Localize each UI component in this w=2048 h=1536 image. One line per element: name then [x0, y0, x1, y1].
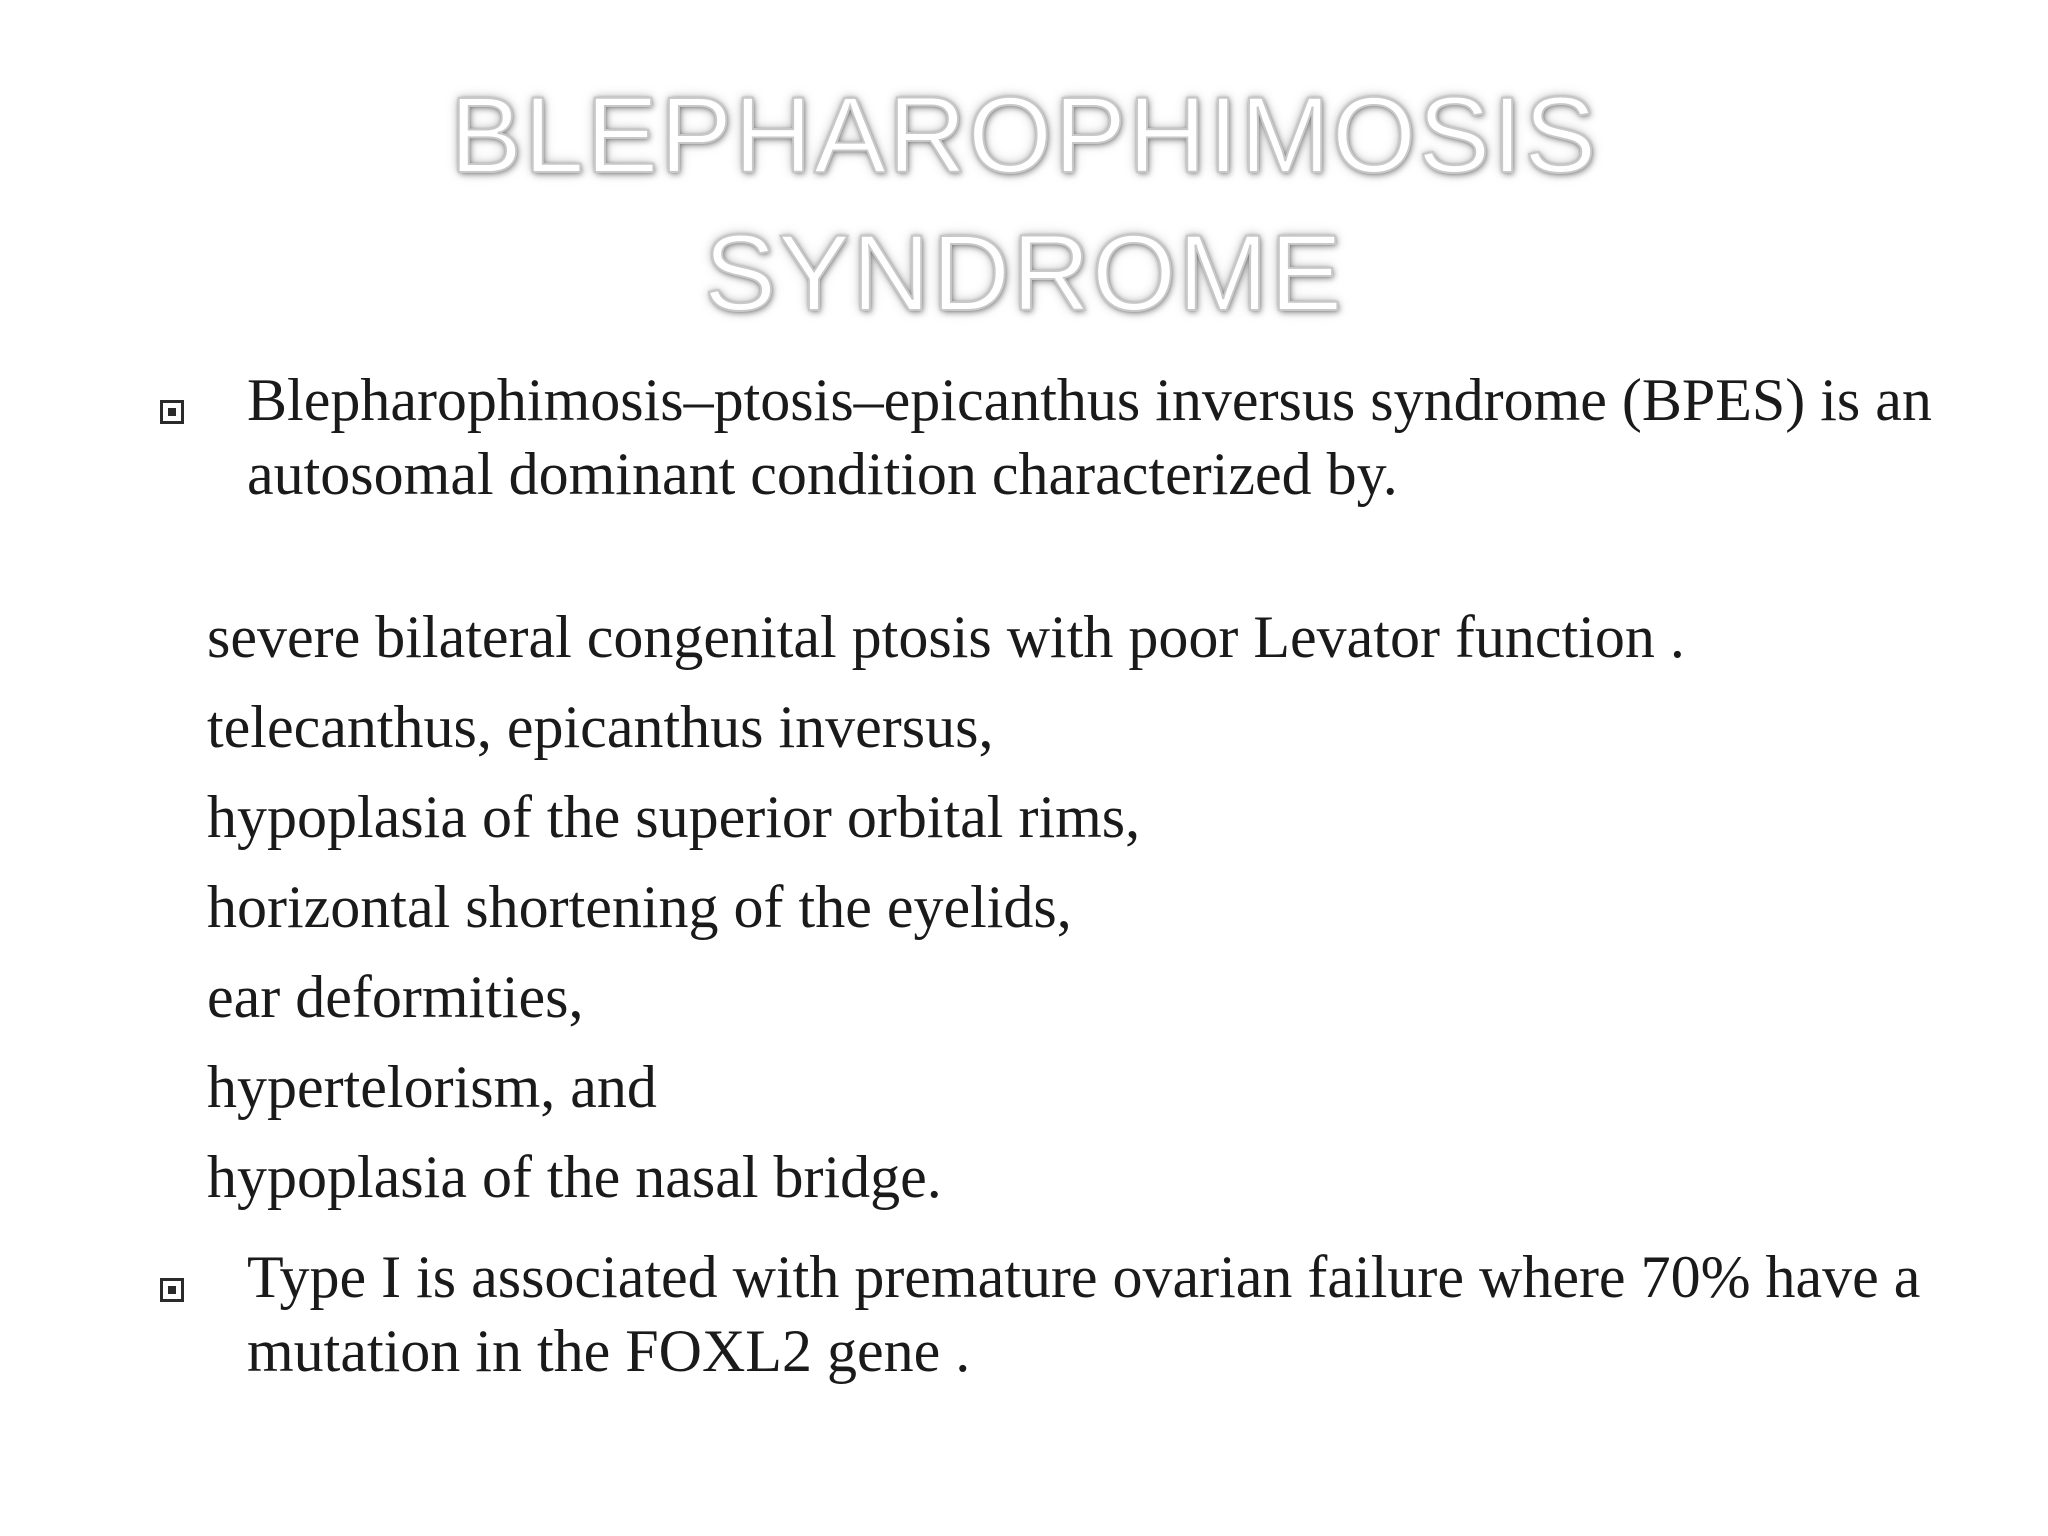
feature-line: hypoplasia of the superior orbital rims,: [207, 784, 1141, 850]
feature-line: hypoplasia of the nasal bridge.: [207, 1144, 942, 1210]
bullet-text: Type I is associated with premature ovarian failure where 70% have a mutation in the FOXL2 gene .: [247, 1244, 1921, 1384]
bullet-item-bpes: [247, 363, 1947, 511]
feature-line: telecanthus, epicanthus inversus,: [207, 694, 994, 760]
feature-line: severe bilateral congenital ptosis with poor Levator function .: [207, 604, 1685, 670]
square-bullet-icon: [160, 400, 184, 424]
feature-line: hypertelorism, and: [207, 1054, 657, 1120]
feature-line: ear deformities,: [207, 964, 584, 1030]
bullet-item-type-1: [247, 1240, 1947, 1388]
square-bullet-icon: [160, 1278, 184, 1302]
title-line-1: BLEPHAROPHIMOSIS: [449, 74, 1599, 195]
bullet-text: Blepharophimosis–ptosis–epicanthus inversus syndrome (BPES) is an autosomal dominant condition characterized by.: [247, 367, 1932, 507]
title-line-2: SYNDROME: [703, 212, 1345, 333]
feature-line: horizontal shortening of the eyelids,: [207, 874, 1072, 940]
